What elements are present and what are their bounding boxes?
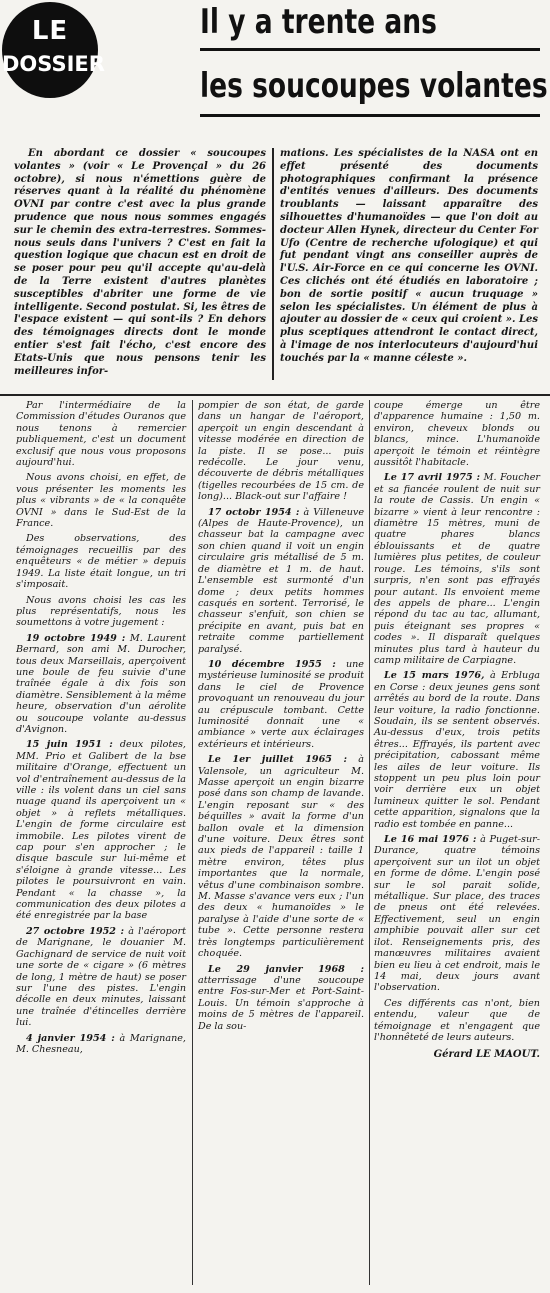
paragraph: Nous avons choisi les cas les plus représentatifs, nous les soumettons à votre jugement : bbox=[16, 594, 186, 629]
entry-text: une mystérieuse luminosité se produit dans le ciel de Provence provoquant un renouveau du jour au crépuscule tombant. Cette luminosité donnait une « ambiance » verte aux éclairages extérieurs et intérieurs. bbox=[198, 658, 364, 750]
column-rule bbox=[369, 400, 370, 1285]
entry bbox=[198, 754, 364, 959]
headline-rule bbox=[200, 114, 540, 117]
entry bbox=[374, 670, 540, 830]
entry-text: à Erbluga en Corse : deux jeunes gens sont arrêtés au bord de la route. Dans leur voiture, la radio fonctionne. Soudain, ils se sentent observés. Au-dessus d'eux, trois petits êtres... Effrayés, ils partent avec précipitation, cabossant même les ailes de leur voiture. Ils stoppent un peu plus loin pour voir derrière eux un objet lumineux quitter le sol. Pendant cette apparition, signalons que la radio est tombée en panne... bbox=[374, 670, 540, 830]
column-rule bbox=[192, 400, 193, 1285]
entry bbox=[16, 739, 186, 922]
intro-text-2: mations. Les spécialistes de la NASA ont en effet présenté des documents photographiques confirmant la présence d'entités venues d'ailleurs. Des documents troublants — laissant apparaître des silhouettes d'humanoïdes — que l'on doit au docteur Allen Hynek, directeur du Center For Ufo (Centre de recherche ufologique) et qui fut pendant vingt ans conseiller auprès de l'U.S. Air-Force en ce qui concerne les OVNI. Ces clichés ont été étudiés en laboratoire ; bon de sortie positif « aucun truquage » selon les spécialistes. Un élément de plus à ajouter au dossier de « ceux qui croient ». Les plus sceptiques attendront le contact direct, à l'image de nos interlocuteurs d'aujourd'hui touchés par la « manne céleste ». bbox=[280, 148, 538, 364]
entry bbox=[374, 834, 540, 994]
entry-date: Le 16 mai 1976 : bbox=[384, 834, 477, 846]
intro-column-1 bbox=[14, 148, 266, 378]
entry-date: Le 1er juillet 1965 : bbox=[208, 754, 348, 766]
paragraph: Nous avons choisi, en effet, de vous présenter les moments les plus « vibrants » de « la conquête OVNI » dans le Sud-Est de la France. bbox=[16, 472, 186, 530]
intro-divider bbox=[272, 148, 274, 380]
article-body bbox=[0, 400, 550, 1290]
intro-box bbox=[12, 148, 542, 388]
paragraph: Par l'intermédiaire de la Commission d'études Ouranos que nous tenons à remercier publiquement, c'est un document exclusif que nous vous proposons aujourd'hui. bbox=[16, 400, 186, 469]
entry-date: 27 octobre 1952 : bbox=[26, 925, 125, 937]
paragraph: Des observations, des témoignages recueillis par des enquêteurs « de métier » depuis 1949. La liste était longue, un tri s'imposait. bbox=[16, 533, 186, 591]
entry bbox=[198, 964, 364, 1032]
author-signature: Gérard LE MAOUT. bbox=[433, 1049, 540, 1061]
article-column-1 bbox=[16, 400, 186, 1059]
entry bbox=[16, 926, 186, 1029]
entry-text: à l'aéroport de Marignane, le douanier M. Gachignard de service de nuit voit une sorte de « cigare » (6 mètres de long, 1 mètre de haut) se poser sur l'une des pistes. L'engin décolle en deux minutes, laissant une traînée d'étincelles derrière lui. bbox=[16, 925, 186, 1029]
entry-text: à Valensole, un agriculteur M. Masse aperçoit un engin bizarre posé dans son champ de lavande. L'engin reposant sur « des béquilles » avait la forme d'un ballon ovale et la dimension d'une voiture. Deux êtres sont aux pieds de l'appareil : taille 1 mètre environ, têtes plus importantes que la normale, vêtus d'une combinaison sombre. M. Masse s'avance vers eux ; l'un des deux « humanoïdes » le paralyse à l'aide d'une sorte de « tube ». Cette personne restera très longtemps particulièrement choquée. bbox=[198, 754, 364, 960]
entry bbox=[374, 472, 540, 666]
paragraph: coupe émerge un être d'apparence humaine : 1,50 m. environ, cheveux blonds ou blancs, mince. L'humanoïde aperçoit le témoin et réintègre aussitôt l'habitacle. bbox=[374, 400, 540, 469]
badge-line2: DOSSIER bbox=[2, 52, 105, 76]
entry-text: M. Laurent Bernard, son ami M. Durocher, tous deux Marseillais, aperçoivent une boule de feu suivie d'une traînée égale à dix fois son diamètre. Sensiblement à la même heure, observation d'un aérolite ou soucoupe volante au-dessus d'Avignon. bbox=[16, 632, 186, 735]
badge-line1: LE bbox=[31, 16, 69, 46]
entry bbox=[16, 633, 186, 736]
headline-line1: Il y a trente ans bbox=[200, 2, 437, 42]
entry-date: 10 décembre 1955 : bbox=[208, 658, 336, 670]
entry-text: M. Foucher et sa fiancée roulent de nuit sur la route de Cassis. Un engin « bizarre » vient à leur rencontre : diamètre 15 mètres, muni de quatre phares blancs éblouissants et de quatre lumières plus petites, de couleur rouge. Les témoins, s'ils sont surpris, n'en sont pas effrayés pour autant. Ils envoient meme des appels de phare... L'engin répond du tac au tac, allumant, puis éteignant ses propres « codes ». Il disparaît quelques minutes plus tard à hauteur du camp militaire de Carpiagne. bbox=[374, 472, 541, 666]
article-column-2 bbox=[198, 400, 364, 1036]
entry-date: 15 juin 1951 : bbox=[26, 739, 113, 751]
entry-date: Le 15 mars 1976, bbox=[384, 670, 485, 682]
paragraph: Ces différents cas n'ont, bien entendu, valeur que de témoignage et n'engagent que l'honnêteté de leurs auteurs. bbox=[374, 997, 540, 1043]
entry-text: à Puget-sur-Durance, quatre témoins aperçoivent sur un ilot un objet en forme de dôme. L'engin posé sur le sol parait solide, métallique. Sur place, des traces de pneus ont été relevées. Effectivement, seul un engin amphibie pouvait aller sur cet ilot. Renseignements pris, des manœuvres militaires avaient bien eu lieu à cet endroit, mais le 14 mai, deux jours avant l'observation. bbox=[374, 834, 540, 994]
headline-line2: les soucoupes volantes bbox=[200, 66, 548, 106]
entry bbox=[16, 1033, 186, 1056]
entry-text: à Marignane, M. Chesneau, bbox=[16, 1032, 186, 1055]
section-divider bbox=[0, 394, 550, 396]
article-column-3 bbox=[374, 400, 540, 1061]
entry-text: atterrissage d'une soucoupe entre Fos-sur-Mer et Port-Saint-Louis. Un témoin s'approche à moins de 5 mètres de l'appareil. De la sou- bbox=[198, 974, 364, 1032]
entry-date: Le 29 janvier 1968 : bbox=[208, 963, 364, 975]
entry bbox=[198, 507, 364, 655]
entry-text: à Villeneuve (Alpes de Haute-Provence), un chasseur bat la campagne avec son chien quand il voit un engin circulaire gris métallisé de 5 m. de diamètre et 1 m. de haut. L'ensemble est surmonté d'un dome ; deux petits hommes casqués en sortent. Terrorisé, le chasseur s'enfuit, son chien se précipite en avant, puis bat en retraite comme partiellement paralysé. bbox=[198, 506, 365, 655]
headline-rule bbox=[200, 48, 540, 51]
entry-date: 4 janvier 1954 : bbox=[26, 1032, 115, 1044]
paragraph: pompier de son état, de garde dans un hangar de l'aéroport, aperçoit un engin descendant à vitesse modérée en direction de la piste. Il se pose... puis redécolle. Le jour venu, découverte de débris métalliques (tigelles recourbées de 15 cm. de long)... Black-out sur l'affaire ! bbox=[198, 400, 364, 503]
entry-date: 17 octobr 1954 : bbox=[208, 506, 300, 518]
entry bbox=[198, 659, 364, 750]
entry-text: deux pilotes, MM. Prio et Galibert de la bse militaire d'Orange, effectuent un vol d'entraînement au-dessus de la ville : ils volent dans un ciel sans nuage quand ils aperçoivent un « objet » à reflets métalliques. L'engin de forme circulaire est immobile. Les pilotes virent de cap pour s'en approcher ; le disque bascule sur lui-même et s'éloigne à grande vitesse... Les pilotes le poursuivront en vain. Pendant « la chasse », la communication des deux pilotes a été enregistrée par la base bbox=[16, 739, 186, 922]
intro-text-1: En abordant ce dossier « soucoupes volantes » (voir « Le Provençal » du 26 octobre), si nous n'émettions guère de réserves quant à la réalité du phénomène OVNI par contre c'est avec la plus grande prudence que nous nous sommes engagés sur le chemin des extra-terrestres. Sommes-nous seuls dans l'univers ? C'est en fait la question logique que chacun est en droit de se poser pour peu qu'il accepte qu'au-delà de la Terre existent d'autres planètes susceptibles d'abriter une forme de vie intelligente. Second postulat. Si, les êtres de l'espace existent — qui sont-ils ? En dehors des témoignages directs dont le monde entier s'est fait l'écho, c'est encore des Etats-Unis que nous pensons tenir les meilleures infor- bbox=[14, 148, 266, 377]
dossier-badge bbox=[2, 2, 105, 98]
intro-column-2 bbox=[280, 148, 538, 366]
entry-date: Le 17 avril 1975 : bbox=[384, 472, 481, 484]
entry-date: 19 octobre 1949 : bbox=[26, 632, 126, 644]
